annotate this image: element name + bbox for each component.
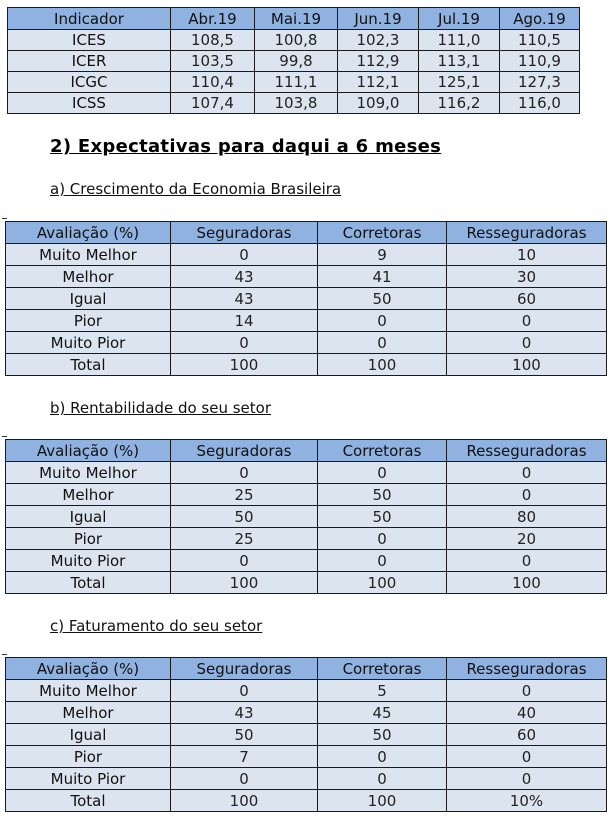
- table-cell: 100: [318, 790, 447, 812]
- row-label: Muito Melhor: [6, 244, 171, 266]
- row-label: Muito Pior: [6, 768, 171, 790]
- column-header: Avaliação (%): [6, 658, 171, 680]
- table-row: [6, 550, 607, 572]
- table-row: [6, 528, 607, 550]
- table-cell: 127,3: [500, 72, 580, 93]
- table-header-row: [6, 440, 607, 462]
- row-label: ICES: [8, 30, 171, 51]
- column-header: Seguradoras: [171, 658, 318, 680]
- row-label: Melhor: [6, 702, 171, 724]
- table-header-row: [6, 222, 607, 244]
- column-header: Corretoras: [318, 440, 447, 462]
- row-label: ICER: [8, 51, 171, 72]
- subtable-title-b: b) Rentabilidade do seu setor: [50, 399, 272, 417]
- column-header: Avaliação (%): [6, 222, 171, 244]
- table-cell: 60: [447, 724, 607, 746]
- table-cell: 107,4: [171, 93, 255, 114]
- table-cell: 125,1: [419, 72, 500, 93]
- subtable-title-a: a) Crescimento da Economia Brasileira: [50, 180, 342, 198]
- table-cell: 40: [447, 702, 607, 724]
- row-label: Total: [6, 354, 171, 376]
- table-cell: 100: [171, 790, 318, 812]
- table-row: [6, 724, 607, 746]
- table-cell: 0: [447, 746, 607, 768]
- table-cell: 111,1: [255, 72, 338, 93]
- table-row: [6, 506, 607, 528]
- expectations-table-a: [5, 221, 607, 376]
- table-cell: 25: [171, 528, 318, 550]
- expectations-table-b: [5, 439, 607, 594]
- row-label: Igual: [6, 506, 171, 528]
- table-cell: 10%: [447, 790, 607, 812]
- table-row: [8, 51, 580, 72]
- table-cell: 50: [318, 724, 447, 746]
- expectations-table-c: [5, 657, 607, 812]
- column-header: Abr.19: [171, 8, 255, 30]
- table-cell: 100: [318, 354, 447, 376]
- row-label: Pior: [6, 528, 171, 550]
- row-label: Igual: [6, 724, 171, 746]
- table-cell: 0: [171, 462, 318, 484]
- row-label: Pior: [6, 310, 171, 332]
- table-cell: 110,9: [500, 51, 580, 72]
- table-row: [6, 484, 607, 506]
- table-row: [6, 462, 607, 484]
- table-cell: 14: [171, 310, 318, 332]
- table-row: [6, 746, 607, 768]
- table-cell: 60: [447, 288, 607, 310]
- table-cell: 0: [318, 462, 447, 484]
- table-cell: 113,1: [419, 51, 500, 72]
- table-cell: 50: [318, 506, 447, 528]
- table-row: [8, 93, 580, 114]
- table-row: [6, 288, 607, 310]
- table-cell: 0: [447, 768, 607, 790]
- table-cell: 102,3: [338, 30, 419, 51]
- row-label: Igual: [6, 288, 171, 310]
- table-row: [6, 768, 607, 790]
- column-header: Jul.19: [419, 8, 500, 30]
- table-row: [6, 310, 607, 332]
- row-label: Total: [6, 790, 171, 812]
- table-row: [6, 680, 607, 702]
- table-cell: 43: [171, 266, 318, 288]
- column-header: Seguradoras: [171, 440, 318, 462]
- table-row-total: [6, 572, 607, 594]
- table-row-total: [6, 354, 607, 376]
- table-cell: 116,2: [419, 93, 500, 114]
- table-cell: 45: [318, 702, 447, 724]
- margin-mark: [2, 436, 7, 437]
- table-cell: 0: [447, 332, 607, 354]
- table-cell: 50: [171, 724, 318, 746]
- table-cell: 0: [318, 528, 447, 550]
- table-cell: 50: [318, 484, 447, 506]
- table-cell: 100: [447, 572, 607, 594]
- table-cell: 108,5: [171, 30, 255, 51]
- table-cell: 0: [318, 310, 447, 332]
- column-header: Jun.19: [338, 8, 419, 30]
- table-cell: 100: [171, 354, 318, 376]
- section-title: 2) Expectativas para daqui a 6 meses: [50, 136, 442, 157]
- table-cell: 0: [171, 550, 318, 572]
- table-row: [6, 332, 607, 354]
- row-label: ICSS: [8, 93, 171, 114]
- row-label: Muito Melhor: [6, 462, 171, 484]
- row-label: Melhor: [6, 484, 171, 506]
- table-cell: 110,5: [500, 30, 580, 51]
- table-cell: 100: [171, 572, 318, 594]
- table-cell: 99,8: [255, 51, 338, 72]
- table-cell: 0: [318, 768, 447, 790]
- table-cell: 0: [318, 332, 447, 354]
- table-cell: 0: [171, 244, 318, 266]
- table-cell: 111,0: [419, 30, 500, 51]
- table-cell: 9: [318, 244, 447, 266]
- table-cell: 0: [171, 680, 318, 702]
- row-label: Melhor: [6, 266, 171, 288]
- table-cell: 43: [171, 702, 318, 724]
- row-label: Muito Melhor: [6, 680, 171, 702]
- column-header: Corretoras: [318, 222, 447, 244]
- table-cell: 109,0: [338, 93, 419, 114]
- table-row: [6, 266, 607, 288]
- table-cell: 0: [318, 550, 447, 572]
- column-header: Avaliação (%): [6, 440, 171, 462]
- table-cell: 7: [171, 746, 318, 768]
- table-cell: 100,8: [255, 30, 338, 51]
- indicator-table: [7, 7, 580, 114]
- table-row: [6, 244, 607, 266]
- column-header: Ago.19: [500, 8, 580, 30]
- table-cell: 0: [171, 768, 318, 790]
- table-cell: 112,9: [338, 51, 419, 72]
- table-cell: 41: [318, 266, 447, 288]
- table-cell: 103,5: [171, 51, 255, 72]
- table-cell: 0: [171, 332, 318, 354]
- table-header-row: [8, 8, 580, 30]
- table-cell: 10: [447, 244, 607, 266]
- table-cell: 80: [447, 506, 607, 528]
- table-row: [6, 702, 607, 724]
- table-header-row: [6, 658, 607, 680]
- row-label: Total: [6, 572, 171, 594]
- row-label: Muito Pior: [6, 550, 171, 572]
- table-cell: 0: [447, 680, 607, 702]
- table-cell: 0: [447, 550, 607, 572]
- table-cell: 20: [447, 528, 607, 550]
- column-header: Indicador: [8, 8, 171, 30]
- table-cell: 116,0: [500, 93, 580, 114]
- table-cell: 0: [447, 310, 607, 332]
- row-label: ICGC: [8, 72, 171, 93]
- column-header: Corretoras: [318, 658, 447, 680]
- table-cell: 25: [171, 484, 318, 506]
- table-cell: 0: [447, 462, 607, 484]
- table-cell: 0: [447, 484, 607, 506]
- subtable-title-c: c) Faturamento do seu setor: [50, 617, 263, 635]
- table-row-total: [6, 790, 607, 812]
- table-cell: 100: [318, 572, 447, 594]
- table-row: [8, 30, 580, 51]
- row-label: Pior: [6, 746, 171, 768]
- column-header: Seguradoras: [171, 222, 318, 244]
- table-cell: 110,4: [171, 72, 255, 93]
- table-cell: 5: [318, 680, 447, 702]
- column-header: Mai.19: [255, 8, 338, 30]
- margin-mark: [2, 218, 7, 219]
- table-row: [8, 72, 580, 93]
- table-cell: 112,1: [338, 72, 419, 93]
- column-header: Resseguradoras: [447, 222, 607, 244]
- table-cell: 100: [447, 354, 607, 376]
- column-header: Resseguradoras: [447, 658, 607, 680]
- table-cell: 50: [171, 506, 318, 528]
- table-cell: 50: [318, 288, 447, 310]
- table-cell: 43: [171, 288, 318, 310]
- table-cell: 0: [318, 746, 447, 768]
- column-header: Resseguradoras: [447, 440, 607, 462]
- table-cell: 103,8: [255, 93, 338, 114]
- table-cell: 30: [447, 266, 607, 288]
- row-label: Muito Pior: [6, 332, 171, 354]
- margin-mark: [2, 654, 7, 655]
